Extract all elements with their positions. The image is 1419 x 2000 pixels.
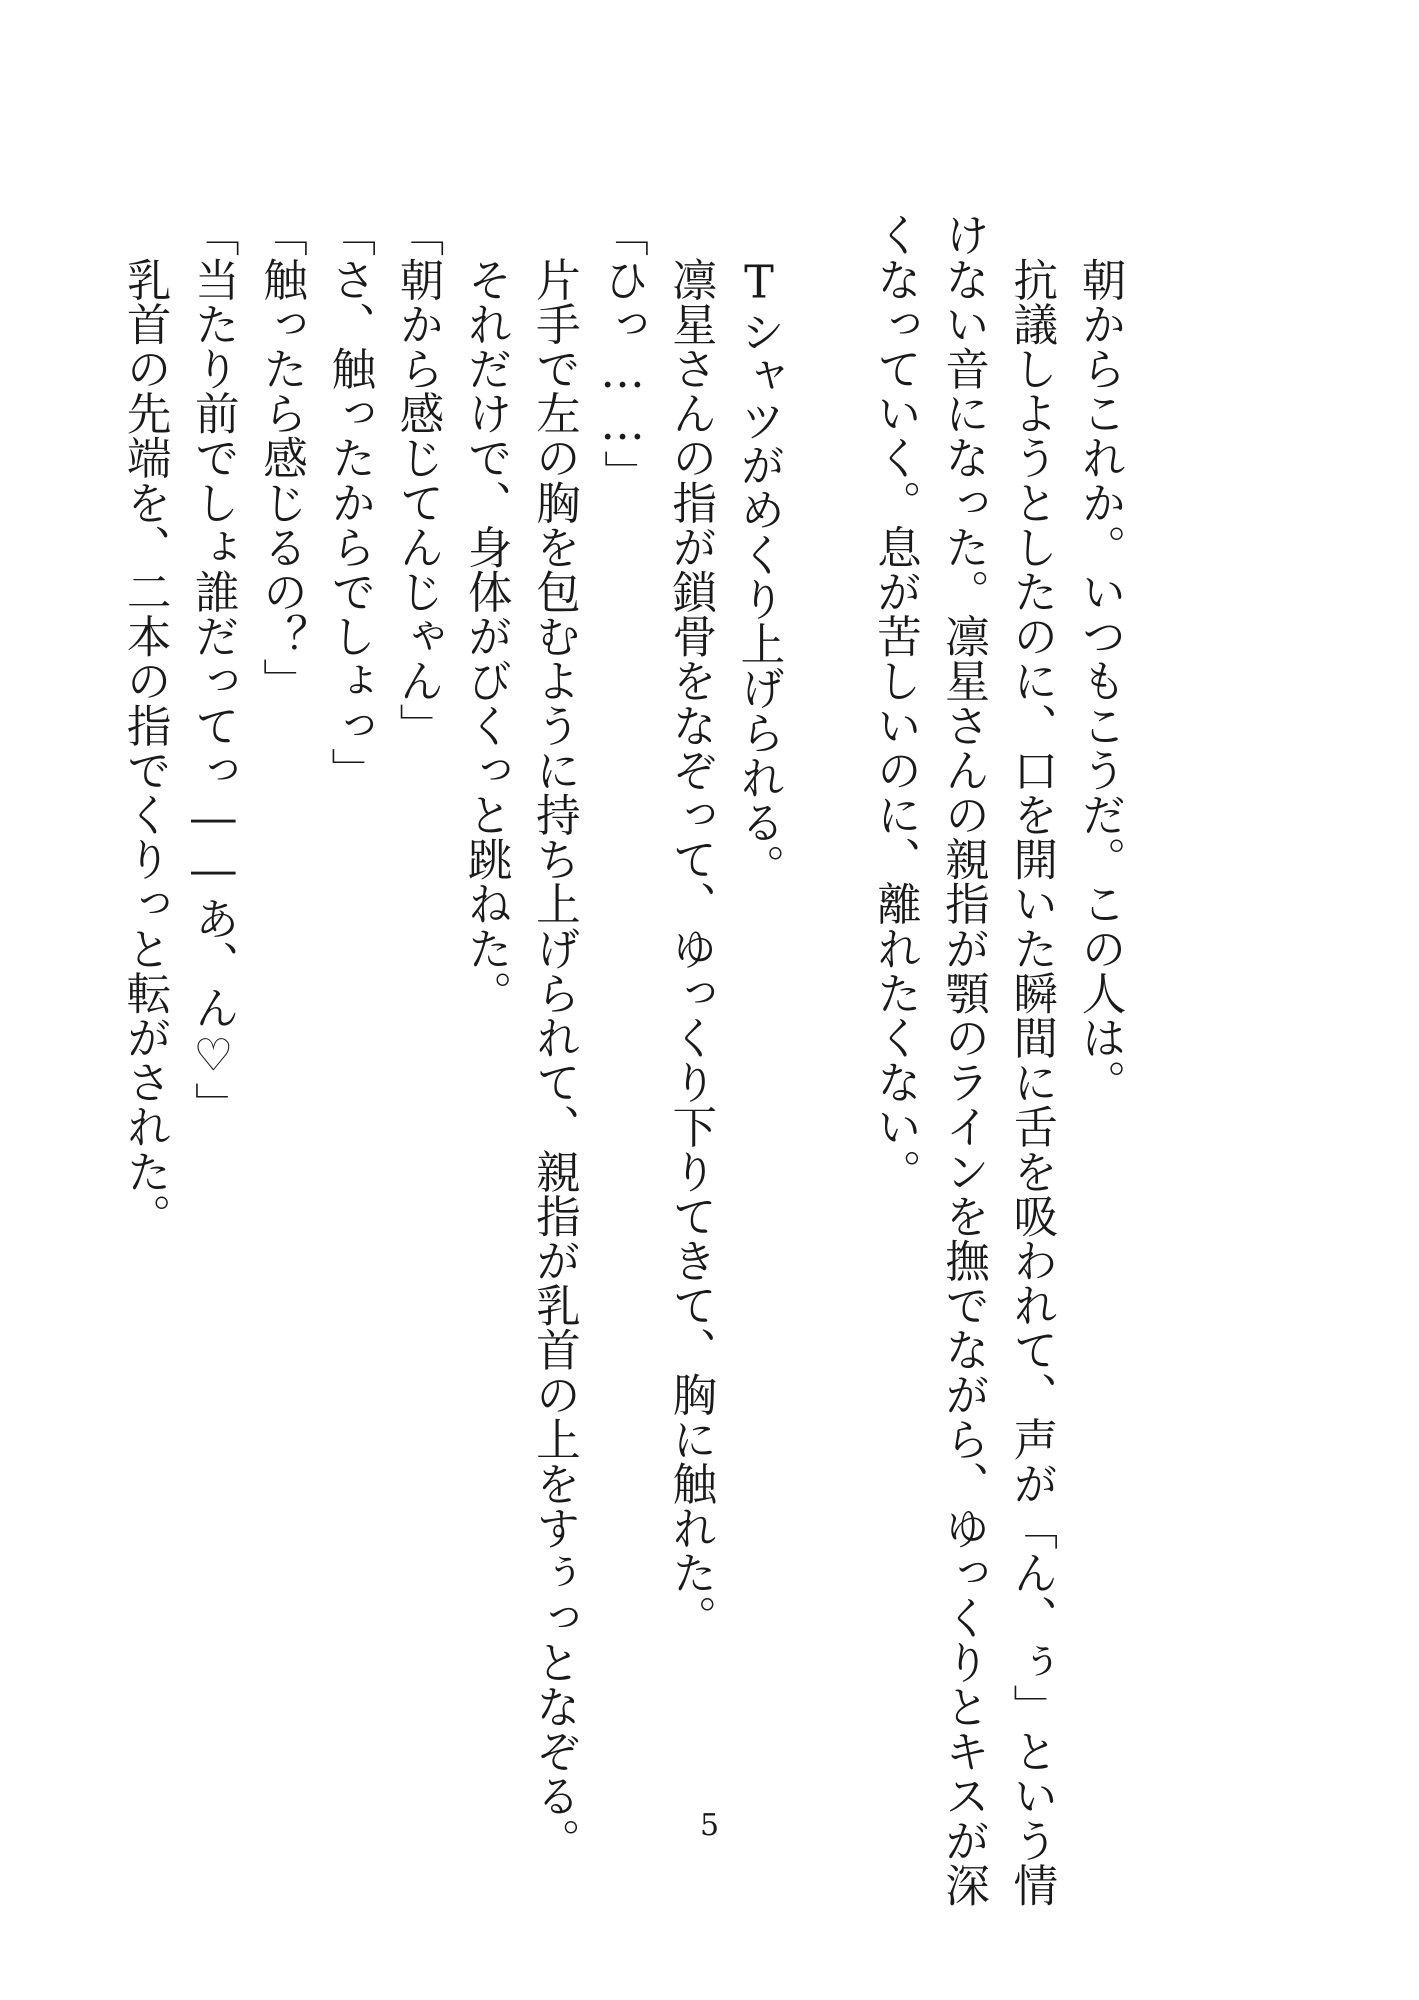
text-line: Tシャツがめくり上げられる。 — [732, 212, 785, 889]
text-line: けない音になった。凛星さんの親指が顎のラインを撫でながら、ゆっくりとキスが深 — [937, 212, 990, 1907]
dialogue-line: 「触ったら感じるの？」 — [255, 212, 308, 703]
text-line: くなっていく。息が苦しいのに、離れたくない。 — [869, 212, 922, 1194]
text-line: 凛星さんの指が鎖骨をなぞって、ゆっくり下りてきて、胸に触れた。 — [664, 212, 717, 1640]
dialogue-line: 「ひっ……」 — [596, 212, 649, 495]
dialogue-line: 「当たり前でしょ誰だってっ――あ、ん♡」 — [187, 212, 240, 1127]
text-line: 朝からこれか。いつもこうだ。この人は。 — [1074, 212, 1126, 1104]
text-line: それだけで、身体がびくっと跳ねた。 — [460, 212, 513, 1015]
page-number: 5 — [699, 1808, 720, 1843]
text-line: 抗議しようとしたのに、口を開いた瞬間に舌を吸われて、声が「ん、ぅ」という情 — [1005, 212, 1058, 1907]
text-line: 乳首の先端を、二本の指でくりっと転がされた。 — [119, 212, 172, 1238]
text-line: 片手で左の胸を包むように持ち上げられて、親指が乳首の上をすぅっとなぞる。 — [528, 212, 581, 1863]
dialogue-line: 「さ、触ったからでしょっ」 — [323, 212, 376, 792]
dialogue-line: 「朝から感じてんじゃん」 — [391, 212, 444, 748]
vertical-text-body — [119, 212, 1134, 1907]
blank-line — [793, 212, 861, 1642]
